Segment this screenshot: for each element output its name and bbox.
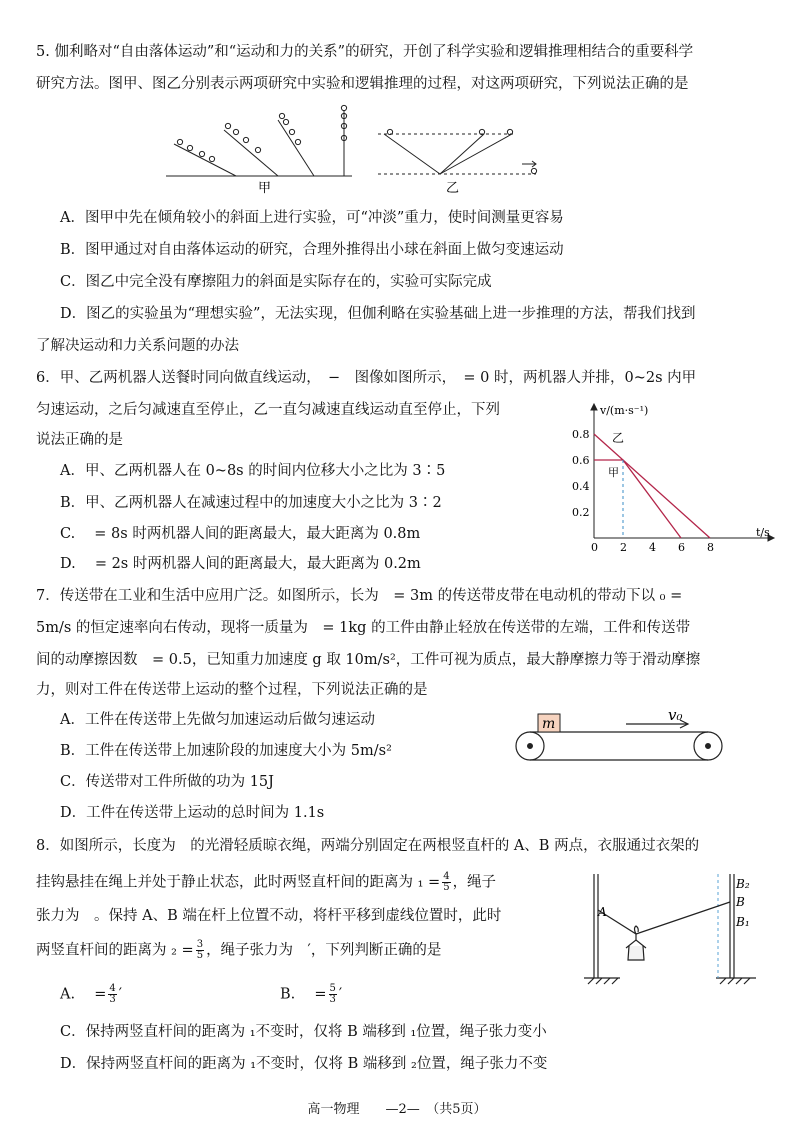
figure-yi	[378, 129, 537, 174]
q6-option-d: D. = 2s 时两机器人间的距离最大，最大距离为 0.2m	[60, 556, 421, 572]
page-footer: 高一物理 —2— （共5页）	[307, 1102, 487, 1117]
q8-option-a-post: ′	[118, 986, 123, 1003]
q8-option-b-post: ′	[338, 986, 343, 1003]
q8-option-d: D．保持两竖直杆间的距离为 ₁不变时，仅将 B 端移到 ₂位置，绳子张力不变	[60, 1056, 548, 1072]
q8-option-b	[280, 984, 342, 1005]
vt-graph	[560, 402, 776, 562]
figure-jia	[166, 105, 352, 176]
q7-stem-line1: 7．传送带在工业和生活中应用广泛。如图所示，长为 = 3m 的传送带皮带在电动机的带动下以 ₀ =	[36, 588, 683, 604]
vt-y-tick-label: 0.6	[572, 454, 590, 467]
frac-num: 4	[109, 983, 116, 994]
vt-x-axis-label: t/s	[756, 526, 770, 539]
frac-num: 5	[329, 983, 336, 994]
fraction-5-3	[329, 984, 337, 1005]
vt-x-tick-label: 6	[678, 541, 685, 554]
fraction-4-5	[442, 872, 450, 893]
q6-option-c: C. = 8s 时两机器人间的距离最大，最大距离为 0.8m	[60, 526, 421, 542]
q7-option-a: A．工件在传送带上先做匀加速运动后做匀速运动	[60, 712, 375, 728]
q8-option-a-pre: A. =	[60, 986, 107, 1003]
q8-option-a	[60, 984, 122, 1005]
figure-yi-label: 乙	[446, 181, 460, 194]
workpiece-label: m	[542, 716, 556, 732]
vt-y-tick-label: 0.4	[572, 480, 590, 493]
vt-label-yi: 乙	[612, 431, 625, 445]
figure-jia-label: 甲	[258, 181, 272, 194]
q8-stem-line4	[36, 940, 441, 961]
fraction-3-5	[196, 940, 204, 961]
vt-series-line	[594, 434, 710, 538]
q5-option-c: C．图乙中完全没有摩擦阻力的斜面是实际存在的，实验可实际完成	[60, 274, 492, 290]
q7-option-d: D．工件在传送带上运动的总时间为 1.1s	[60, 805, 325, 821]
q8-stem-line4-post: ，绳子张力为 ′，下列判断正确的是	[206, 942, 442, 959]
q5-figures	[166, 104, 556, 194]
q6-option-a: A．甲、乙两机器人在 0~8s 的时间内位移大小之比为 3∶5	[60, 463, 446, 479]
vt-x-tick-label: 0	[591, 541, 598, 554]
q6-stem-line1: 6．甲、乙两机器人送餐时同向做直线运动， − 图像如图所示， = 0 时，两机器人并排，0~2s 内甲	[36, 370, 697, 386]
frac-den: 5	[196, 950, 204, 961]
q8-stem-line3: 张力为 。保持 A、B 端在杆上位置不动，将杆平移到虚线位置时，此时	[36, 908, 502, 924]
q6-stem-line3: 说法正确的是	[36, 432, 123, 448]
q6-option-b: B．甲、乙两机器人在减速过程中的加速度大小之比为 3∶2	[60, 495, 442, 511]
point-a-label: A	[598, 905, 607, 919]
vt-x-tick-label: 4	[649, 541, 656, 554]
q5-stem-line2: 研究方法。图甲、图乙分别表示两项研究中实验和逻辑推理的过程，对这两项研究，下列说法正确的是	[36, 76, 689, 92]
vt-x-tick-label: 2	[620, 541, 627, 554]
vt-y-tick-label: 0.2	[572, 506, 590, 519]
point-b1-label: B₁	[736, 915, 750, 929]
q5-option-d-line1: D．图乙的实验虽为“理想实验”，无法实现，但伽利略在实验基础上进一步推理的方法，帮我们找到	[60, 306, 696, 322]
q7-option-b: B．工件在传送带上加速阶段的加速度大小为 5m/s²	[60, 743, 392, 759]
q5-stem-line1: 5. 伽利略对“自由落体运动”和“运动和力的关系”的研究，开创了科学实验和逻辑推理相结合的重要科学	[36, 44, 694, 60]
conveyor-belt-figure	[508, 704, 736, 770]
frac-num: 3	[196, 939, 204, 950]
q5-option-d-line2: 了解决运动和力关系问题的办法	[36, 338, 239, 354]
point-b-label: B	[736, 895, 745, 909]
belt-velocity-label: v₀	[668, 706, 683, 724]
q8-stem-line2-pre: 挂钩悬挂在绳上并处于静止状态，此时两竖直杆间的距离为 ₁ =	[36, 874, 441, 891]
q8-option-c: C．保持两竖直杆间的距离为 ₁不变时，仅将 B 端移到 ₁位置，绳子张力变小	[60, 1024, 547, 1040]
q7-stem-line3: 间的动摩擦因数 = 0.5，已知重力加速度 g 取 10m/s²，工件可视为质点，最大静摩擦力等于滑动摩擦	[36, 652, 701, 668]
vt-y-tick-label: 0.8	[572, 428, 590, 441]
q6-stem-line2: 匀速运动，之后匀减速直至停止，乙一直匀减速直线运动直至停止，下列	[36, 402, 500, 418]
frac-num: 4	[443, 871, 450, 882]
fraction-4-3	[108, 984, 116, 1005]
q5-option-b: B．图甲通过对自由落体运动的研究，合理外推得出小球在斜面上做匀变速运动	[60, 242, 564, 258]
q7-option-c: C．传送带对工件所做的功为 15J	[60, 774, 274, 790]
frac-den: 3	[329, 994, 336, 1005]
frac-den: 3	[109, 994, 116, 1005]
q8-stem-line2	[36, 872, 496, 893]
vt-label-jia: 甲	[608, 466, 619, 479]
q7-stem-line2: 5m/s 的恒定速率向右传动，现将一质量为 = 1kg 的工件由静止轻放在传送带的左端，工件和传送带	[36, 620, 691, 636]
q8-option-b-pre: B. =	[280, 986, 327, 1003]
clothesline-figure	[580, 866, 766, 986]
q5-option-a: A．图甲中先在倾角较小的斜面上进行实验，可“冲淡”重力，使时间测量更容易	[60, 210, 564, 226]
q8-stem-line1: 8．如图所示，长度为 的光滑轻质晾衣绳，两端分别固定在两根竖直杆的 A、B 两点，衣服通过衣架的	[36, 838, 700, 854]
frac-den: 5	[443, 882, 450, 893]
vt-x-tick-label: 8	[707, 541, 714, 554]
q8-stem-line4-pre: 两竖直杆间的距离为 ₂ =	[36, 942, 194, 959]
q7-stem-line4: 力，则对工件在传送带上运动的整个过程，下列说法正确的是	[36, 682, 428, 698]
point-b2-label: B₂	[736, 877, 750, 891]
q8-stem-line2-post: ，绳子	[452, 874, 497, 891]
vt-y-axis-label: v/(m·s⁻¹)	[600, 404, 649, 417]
